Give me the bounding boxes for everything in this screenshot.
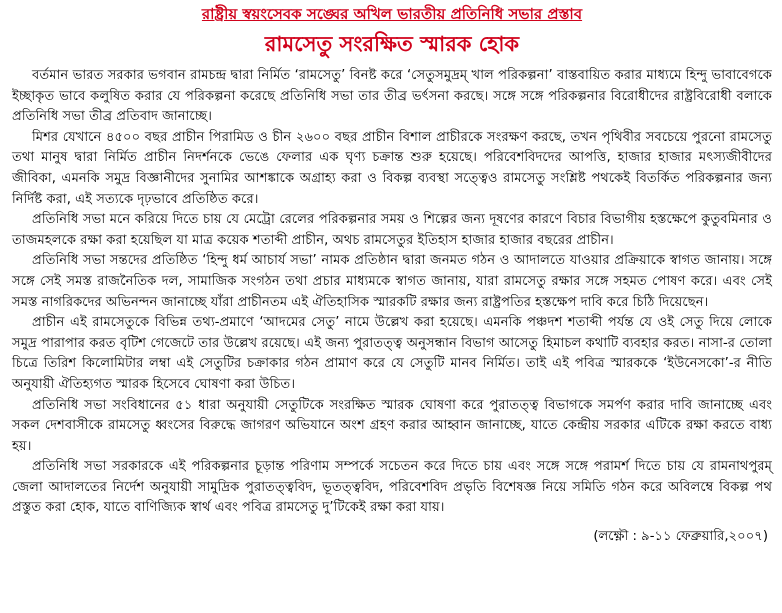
paragraph: বর্তমান ভারত সরকার ভগবান রামচন্দ্র দ্বারা নির্মিত ‘রামসেতু’ বিনষ্ট করে ‘সেতুসমুদ্রম্ খাল পরিকল্পনা’ বাস্তবায়িত করার মাধ্যমে হিন্দু ভাবাবেগকে ইচ্ছাকৃত ভাবে কলুষিত করার যে পরিকল্পনা করেছে প্রতিনিধি সভা তার তীব্র ভর্ৎসনা করছে। সঙ্গে সঙ্গে পরিকল্পনার বিরোধীদের রাষ্ট্রবিরোধী বলাকে প্রতিনিধি সভা তীব্র প্রতিবাদ জানাচ্ছে। (12, 68, 772, 125)
paragraph: মিশর যেখানে ৪৫০০ বছর প্রাচীন পিরামিড ও চীন ২৬০০ বছর প্রাচীন বিশাল প্রাচীরকে সংরক্ষণ করছে, তখন পৃথিবীর সবচেয়ে পুরনো রামসেতু তথা মানুষ দ্বারা নির্মিত প্রাচীন নিদর্শনকে ভেঙে ফেলার এক ঘৃণ্য চক্রান্ত শুরু হয়েছে। পরিবেশবিদদের আপত্তি, হাজার হাজার মৎস্যজীবীদের জীবিকা, এমনকি সমুদ্র বিজ্ঞানীদের সুনামির আশঙ্কাকে অগ্রাহ্য করা ও বিকল্প ব্যবস্থা সত্ত্বেও রামসেতু সংশ্লিষ্ট পথকেই বিতর্কিত পরিকল্পনার জন্য নির্দিষ্ট করা, এই সত্যকে দৃঢ়ভাবে প্রতিষ্ঠিত করে। (12, 129, 772, 207)
resolution-body (12, 66, 772, 519)
resolution-title: রামসেতু সংরক্ষিত স্মারক হোক (264, 32, 520, 56)
organization-resolution-heading: রাষ্ট্রীয় স্বয়ংসেবক সঙ্ঘের অখিল ভারতীয় প্রতিনিধি সভার প্রস্তাব (201, 5, 583, 23)
paragraph: প্রাচীন এই রামসেতুকে বিভিন্ন তথ্য-প্রমাণে ‘আদমের সেতু’ নামে উল্লেখ করা হয়েছে। এমনকি পঞ্চদশ শতাব্দী পর্যন্ত যে ওই সেতু দিয়ে লোকে সমুদ্র পারাপার করত বৃটিশ গেজেটে তার উল্লেখ রয়েছে। এই জন্য পুরাতত্ত্ব অনুসন্ধান বিভাগ আসেতু হিমাচল কথাটি ব্যবহার করত। নাসা-র তোলা চিত্রে তিরিশ কিলোমিটার লম্বা এই সেতুটির চক্রাকার গঠন প্রামাণ করে যে সেতুটি মানব নির্মিত। তাই এই পবিত্র স্মারককে ‘ইউনেসকো’-র নীতি অনুযায়ী ঐতিহ্যগত স্মারক হিসেবে ঘোষণা করা উচিত। (12, 315, 772, 392)
paragraph: প্রতিনিধি সভা সন্তদের প্রতিষ্ঠিত ‘হিন্দু ধর্ম আচার্য সভা’ নামক প্রতিষ্ঠান দ্বারা জনমত গঠন ও আদালতে যাওয়ার প্রক্রিয়াকে স্বাগত জানায়। সঙ্গে সঙ্গে সেই সমস্ত রাজনৈতিক দল, সামাজিক সংগঠন তথা প্রচার মাধ্যমকে স্বাগত জানায়, যারা রামসেতু রক্ষার সঙ্গে সহমত পোষণ করে। এবং সেই সমস্ত নাগরিকদের অভিনন্দন জানাচ্ছে যাঁরা প্রাচীনতম এই ঐতিহাসিক স্মারকটি রক্ষার জন্য রাষ্ট্রপতির হস্তক্ষেপ দাবি করে চিঠি দিয়েছেন। (12, 253, 772, 310)
paragraph: প্রতিনিধি সভা মনে করিয়ে দিতে চায় যে মেট্রো রেলের পরিকল্পনার সময় ও শিল্পের জন্য দূষণের কারণে বিচার বিভাগীয় হস্তক্ষেপে কুতুবমিনার ও তাজমহলকে রক্ষা করা হয়েছিল যা মাত্র কয়েক শতাব্দী প্রাচীন, অথচ রামসেতুর ইতিহাস হাজার হাজার বছরের প্রাচীন। (12, 212, 772, 248)
paragraph: প্রতিনিধি সভা সরকারকে এই পরিকল্পনার চূড়ান্ত পরিণাম সম্পর্কে সচেতন করে দিতে চায় এবং সঙ্গে সঙ্গে পরামর্শ দিতে চায় যে রামনাথপুরম্ জেলা আদালতের নির্দেশ অনুযায়ী সামুদ্রিক পুরাতত্ত্ববিদ, ভূতত্ত্ববিদ, পরিবেশবিদ প্রভৃতি বিশেষজ্ঞ নিয়ে সমিতি গঠন করে অবিলম্বে বিকল্প পথ প্রস্তুত করা হোক, যাতে বাণিজ্যিক স্বার্থ এবং পবিত্র রামসেতু দু’টিকেই রক্ষা করা যায়। (12, 459, 772, 516)
paragraph: প্রতিনিধি সভা সংবিধানের ৫১ ধারা অনুযায়ী সেতুটিকে সংরক্ষিত স্মারক ঘোষণা করে পুরাতত্ত্ব বিভাগকে সমর্পণ করার দাবি জানাচ্ছে এবং সকল দেশবাসীকে রামসেতু ধ্বংসের বিরুদ্ধে জাগরণ অভিযানে অংশ গ্রহণ করার আহ্বান জানাচ্ছে, যাতে কেন্দ্রীয় সরকার এটিকে রক্ষা করতে বাধ্য হয়। (12, 397, 772, 454)
place-and-date: (লক্ষ্ণৌ : ৯-১১ ফেব্রুয়ারি,২০০৭) (593, 529, 768, 545)
